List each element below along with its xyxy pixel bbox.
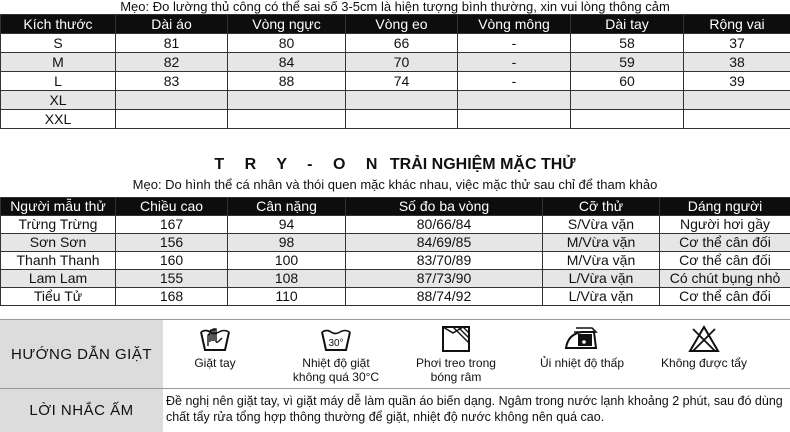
tryon-table-cell: 167 [116,216,228,234]
size-table-cell: 70 [346,53,458,72]
tryon-table-cell: 88/74/92 [346,288,543,306]
wash-30-icon [319,324,353,354]
care-text: Nhiệt độ giặt [284,356,388,370]
table-row [1,288,790,306]
care-text: Giặt tay [185,356,245,370]
tryon-table-cell: Người hơi gầy [660,216,790,234]
table-row [1,72,790,91]
hand-wash-icon [198,324,232,354]
size-table-cell: 66 [346,34,458,53]
size-table-header-cell: Vòng ngực [228,15,346,34]
table-row [1,216,790,234]
tryon-table-header-cell: Số đo ba vòng [346,198,543,216]
size-table-header-cell: Kích thước [1,15,116,34]
tryon-table-cell: M/Vừa vặn [543,234,660,252]
table-row [1,53,790,72]
size-table-cell: XXL [1,110,116,129]
size-table-cell: 82 [116,53,228,72]
size-table-cell: M [1,53,116,72]
size-table-header-row [1,15,790,34]
tryon-table-cell: S/Vừa vặn [543,216,660,234]
size-table-cell: 38 [684,53,790,72]
size-table-cell [458,91,571,110]
size-table-header-cell: Rộng vai [684,15,790,34]
tryon-table-cell: 155 [116,270,228,288]
tryon-table-cell: 84/69/85 [346,234,543,252]
size-table-cell: 37 [684,34,790,53]
tryon-table-cell: M/Vừa vặn [543,252,660,270]
reminder-section [0,388,790,432]
care-section [0,319,790,388]
size-table-cell: 39 [684,72,790,91]
care-item-no-bleach [652,324,756,370]
tryon-table-cell: 108 [228,270,346,288]
size-table [0,14,790,129]
tryon-table-cell: Cơ thể cân đối [660,234,790,252]
reminder-label: LỜI NHẮC ẤM [0,389,163,432]
size-table-cell [458,110,571,129]
care-item-hand-wash [185,324,245,370]
tryon-table-header-row [1,198,790,216]
tryon-title [0,155,790,175]
size-table-cell: 83 [116,72,228,91]
tryon-table-cell: 100 [228,252,346,270]
tryon-table-cell: 156 [116,234,228,252]
tryon-table-cell: 80/66/84 [346,216,543,234]
tryon-table-cell: Lam Lam [1,270,116,288]
size-table-cell [228,91,346,110]
size-table-cell [684,110,790,129]
size-table-cell [571,91,684,110]
size-table-cell [116,91,228,110]
care-label: HƯỚNG DẪN GIẶT [0,320,163,388]
tryon-note: Mẹo: Do hình thể cá nhân và thói quen mặc khác nhau, việc mặc thử sau chỉ để tham khảo [0,177,790,193]
tryon-table-cell: 110 [228,288,346,306]
tryon-table-cell: L/Vừa vặn [543,270,660,288]
reminder-text: Đề nghị nên giặt tay, vì giặt máy dễ làm quần áo biến dạng. Ngâm trong nước lạnh khoảng 2 phút, sau đó dùng chất tẩy rửa tổng hợp thông thường để giặt, nhiệt độ nước không nên quá cao. [166,393,786,425]
size-table-cell: L [1,72,116,91]
size-table-cell: 74 [346,72,458,91]
size-table-header-cell: Vòng eo [346,15,458,34]
size-table-cell: - [458,53,571,72]
size-table-cell [346,91,458,110]
size-table-cell: 81 [116,34,228,53]
size-table-cell: S [1,34,116,53]
tryon-title-latin: T R Y - O N [214,156,385,173]
tryon-title-vn: TRẢI NGHIỆM MẶC THỬ [390,156,576,173]
size-note: Mẹo: Đo lường thủ công có thể sai số 3-5cm là hiện tượng bình thường, xin vui lòng thông cảm [0,0,790,14]
tryon-table-cell: Thanh Thanh [1,252,116,270]
tryon-table-cell: 83/70/89 [346,252,543,270]
size-table-header-cell: Dài tay [571,15,684,34]
table-row [1,110,790,129]
table-row [1,234,790,252]
tryon-table-header-cell: Cân nặng [228,198,346,216]
tryon-table-header-cell: Chiều cao [116,198,228,216]
size-table-cell: 58 [571,34,684,53]
tryon-table [0,197,790,306]
tryon-table-cell: 98 [228,234,346,252]
tryon-table-header-cell: Cỡ thử [543,198,660,216]
size-table-cell: 88 [228,72,346,91]
tryon-table-cell: Cơ thể cân đối [660,252,790,270]
no-bleach-icon [687,324,721,354]
iron-low-icon [562,324,602,354]
shade-dry-icon [439,324,473,354]
size-table-cell [116,110,228,129]
wash-30-icon-text: 30° [328,338,343,349]
size-table-cell: XL [1,91,116,110]
tryon-table-cell: L/Vừa vặn [543,288,660,306]
tryon-table-cell: 94 [228,216,346,234]
tryon-table-cell: Sơn Sơn [1,234,116,252]
care-text: bóng râm [404,370,508,384]
care-item-wash-30 [284,324,388,384]
size-table-cell: 80 [228,34,346,53]
tryon-table-header-cell: Dáng người [660,198,790,216]
size-table-cell [228,110,346,129]
table-row [1,270,790,288]
care-item-iron-low [530,324,634,370]
tryon-table-cell: 168 [116,288,228,306]
care-item-shade-dry [404,324,508,384]
size-table-cell [571,110,684,129]
size-table-cell: - [458,34,571,53]
tryon-table-cell: Tiểu Tử [1,288,116,306]
tryon-table-cell: Trừng Trừng [1,216,116,234]
tryon-table-cell: 160 [116,252,228,270]
size-table-cell: 59 [571,53,684,72]
tryon-table-cell: 87/73/90 [346,270,543,288]
size-table-header-cell: Vòng mông [458,15,571,34]
care-text: Phơi treo trong [404,356,508,370]
size-table-header-cell: Dài áo [116,15,228,34]
care-text: không quá 30°C [284,370,388,384]
tryon-table-header-cell: Người mẫu thử [1,198,116,216]
table-row [1,252,790,270]
size-table-cell: 84 [228,53,346,72]
size-table-cell: - [458,72,571,91]
size-table-cell [346,110,458,129]
tryon-table-cell: Cơ thể cân đối [660,288,790,306]
care-text: Ủi nhiệt độ thấp [530,356,634,370]
size-table-cell: 60 [571,72,684,91]
table-row [1,91,790,110]
tryon-table-cell: Có chút bụng nhỏ [660,270,790,288]
care-text: Không được tẩy [652,356,756,370]
size-table-cell [684,91,790,110]
table-row [1,34,790,53]
